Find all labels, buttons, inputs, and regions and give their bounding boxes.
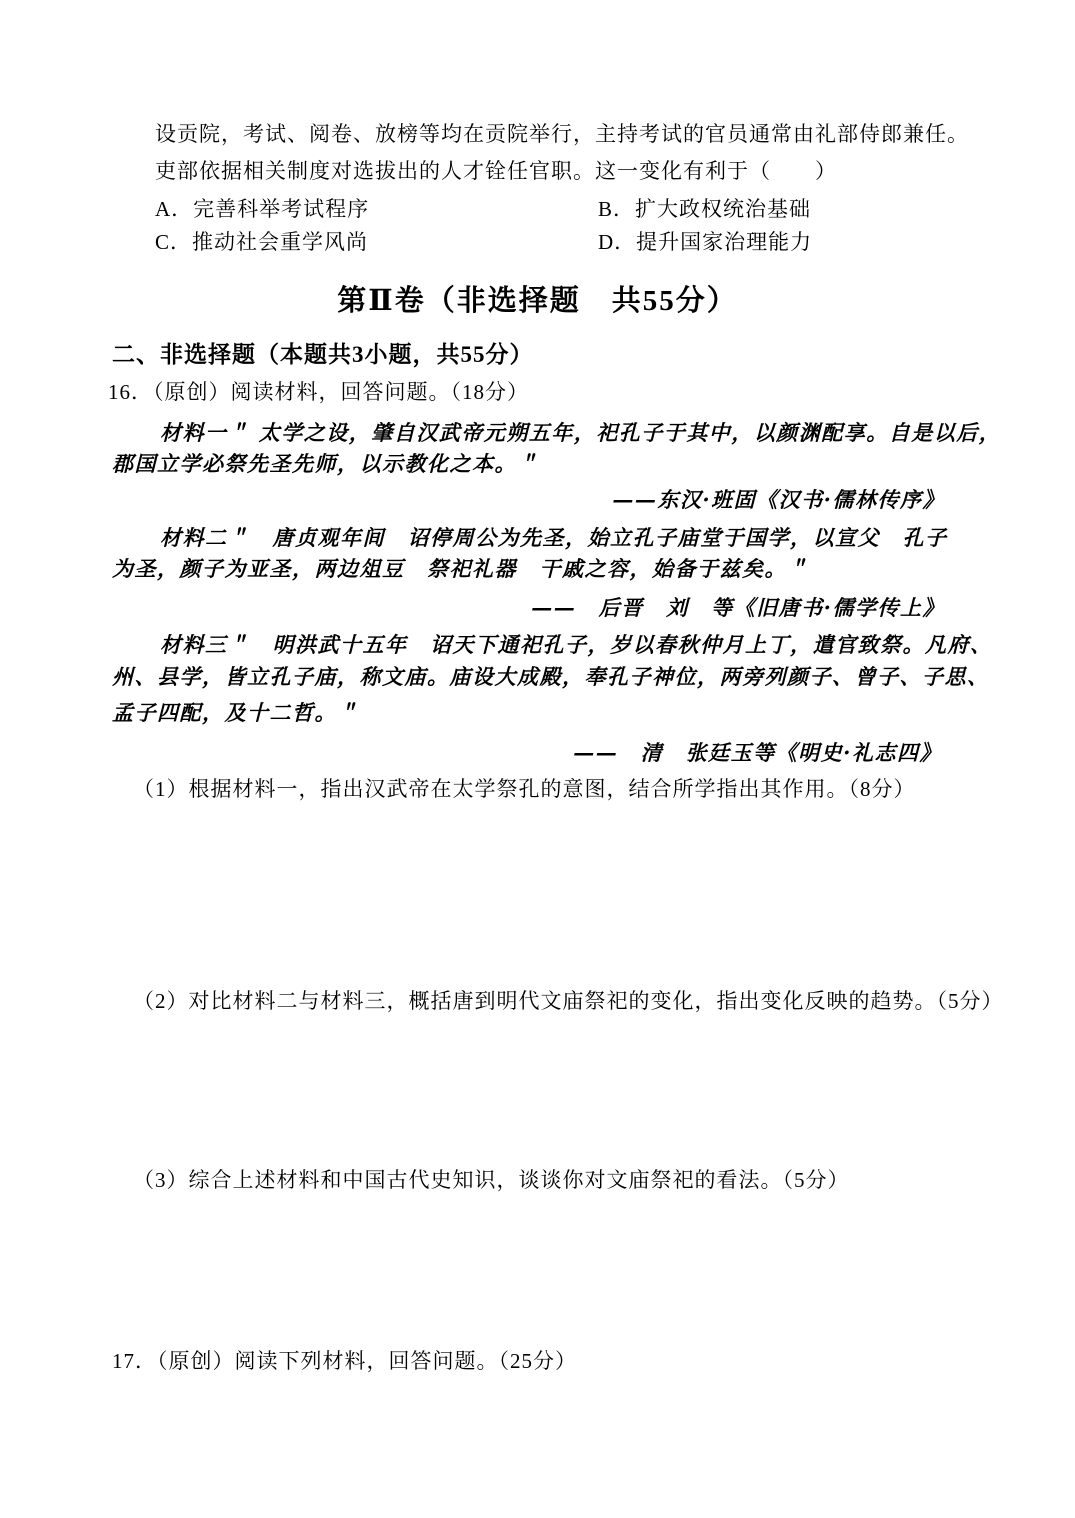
question16-sub3: （3）综合上述材料和中国古代史知识，谈谈你对文庙祭祀的看法。（5分） (133, 1168, 850, 1192)
material3-line-1: 材料三＂ 明洪武十五年 诏天下通祀孔子，岁以春秋仲月上丁，遣官致祭。凡府、 (160, 632, 993, 657)
question15-stem-line-1: 设贡院，考试、阅卷、放榜等均在贡院举行，主持考试的官员通常由礼部侍郎兼任。 (155, 122, 969, 146)
material1-source: ——东汉·班固《汉书·儒林传序》 (612, 487, 945, 512)
option-d: D．提升国家治理能力 (598, 230, 813, 254)
question16-intro: 16．（原创）阅读材料，回答问题。（18分） (108, 380, 529, 404)
material3-line-3: 孟子四配，及十二哲。＂ (112, 700, 360, 725)
material3-source: —— 清 张廷玉等《明史·礼志四》 (573, 740, 942, 765)
material2-line-1: 材料二＂ 唐贞观年间 诏停周公为先圣，始立孔子庙堂于国学，以宣父 孔子 (160, 525, 948, 550)
question16-sub2: （2）对比材料二与材料三，概括唐到明代文庙祭祀的变化，指出变化反映的趋势。（5分） (133, 989, 1004, 1013)
question15-stem-line-2: 吏部依据相关制度对选拔出的人才铨任官职。这一变化有利于（ ） (155, 159, 837, 183)
question17-intro: 17．（原创）阅读下列材料，回答问题。（25分） (112, 1349, 577, 1373)
option-b: B．扩大政权统治基础 (598, 197, 812, 221)
material1-line-2: 郡国立学必祭先圣先师，以示教化之本。＂ (112, 451, 540, 476)
option-c: C．推动社会重学风尚 (155, 230, 369, 254)
part2-title: 第Ⅱ卷（非选择题 共55分） (337, 285, 738, 317)
option-a: A．完善科举考试程序 (155, 197, 370, 221)
material3-line-2: 州、县学，皆立孔子庙，称文庙。庙设大成殿，奉孔子神位，两旁列颜子、曾子、子思、 (112, 664, 990, 689)
material2-line-2: 为圣，颜子为亚圣，两边俎豆 祭祀礼器 干戚之容，始备于兹矣。＂ (112, 556, 810, 581)
section2-header: 二、非选择题（本题共3小题，共55分） (112, 342, 534, 367)
material2-source: —— 后晋 刘 等《旧唐书·儒学传上》 (531, 595, 945, 620)
material1-line-1: 材料一＂ 太学之设，肇自汉武帝元朔五年，祀孔子于其中，以颜渊配享。自是以后， (160, 420, 1002, 445)
question16-sub1: （1）根据材料一，指出汉武帝在太学祭孔的意图，结合所学指出其作用。（8分） (133, 777, 916, 801)
